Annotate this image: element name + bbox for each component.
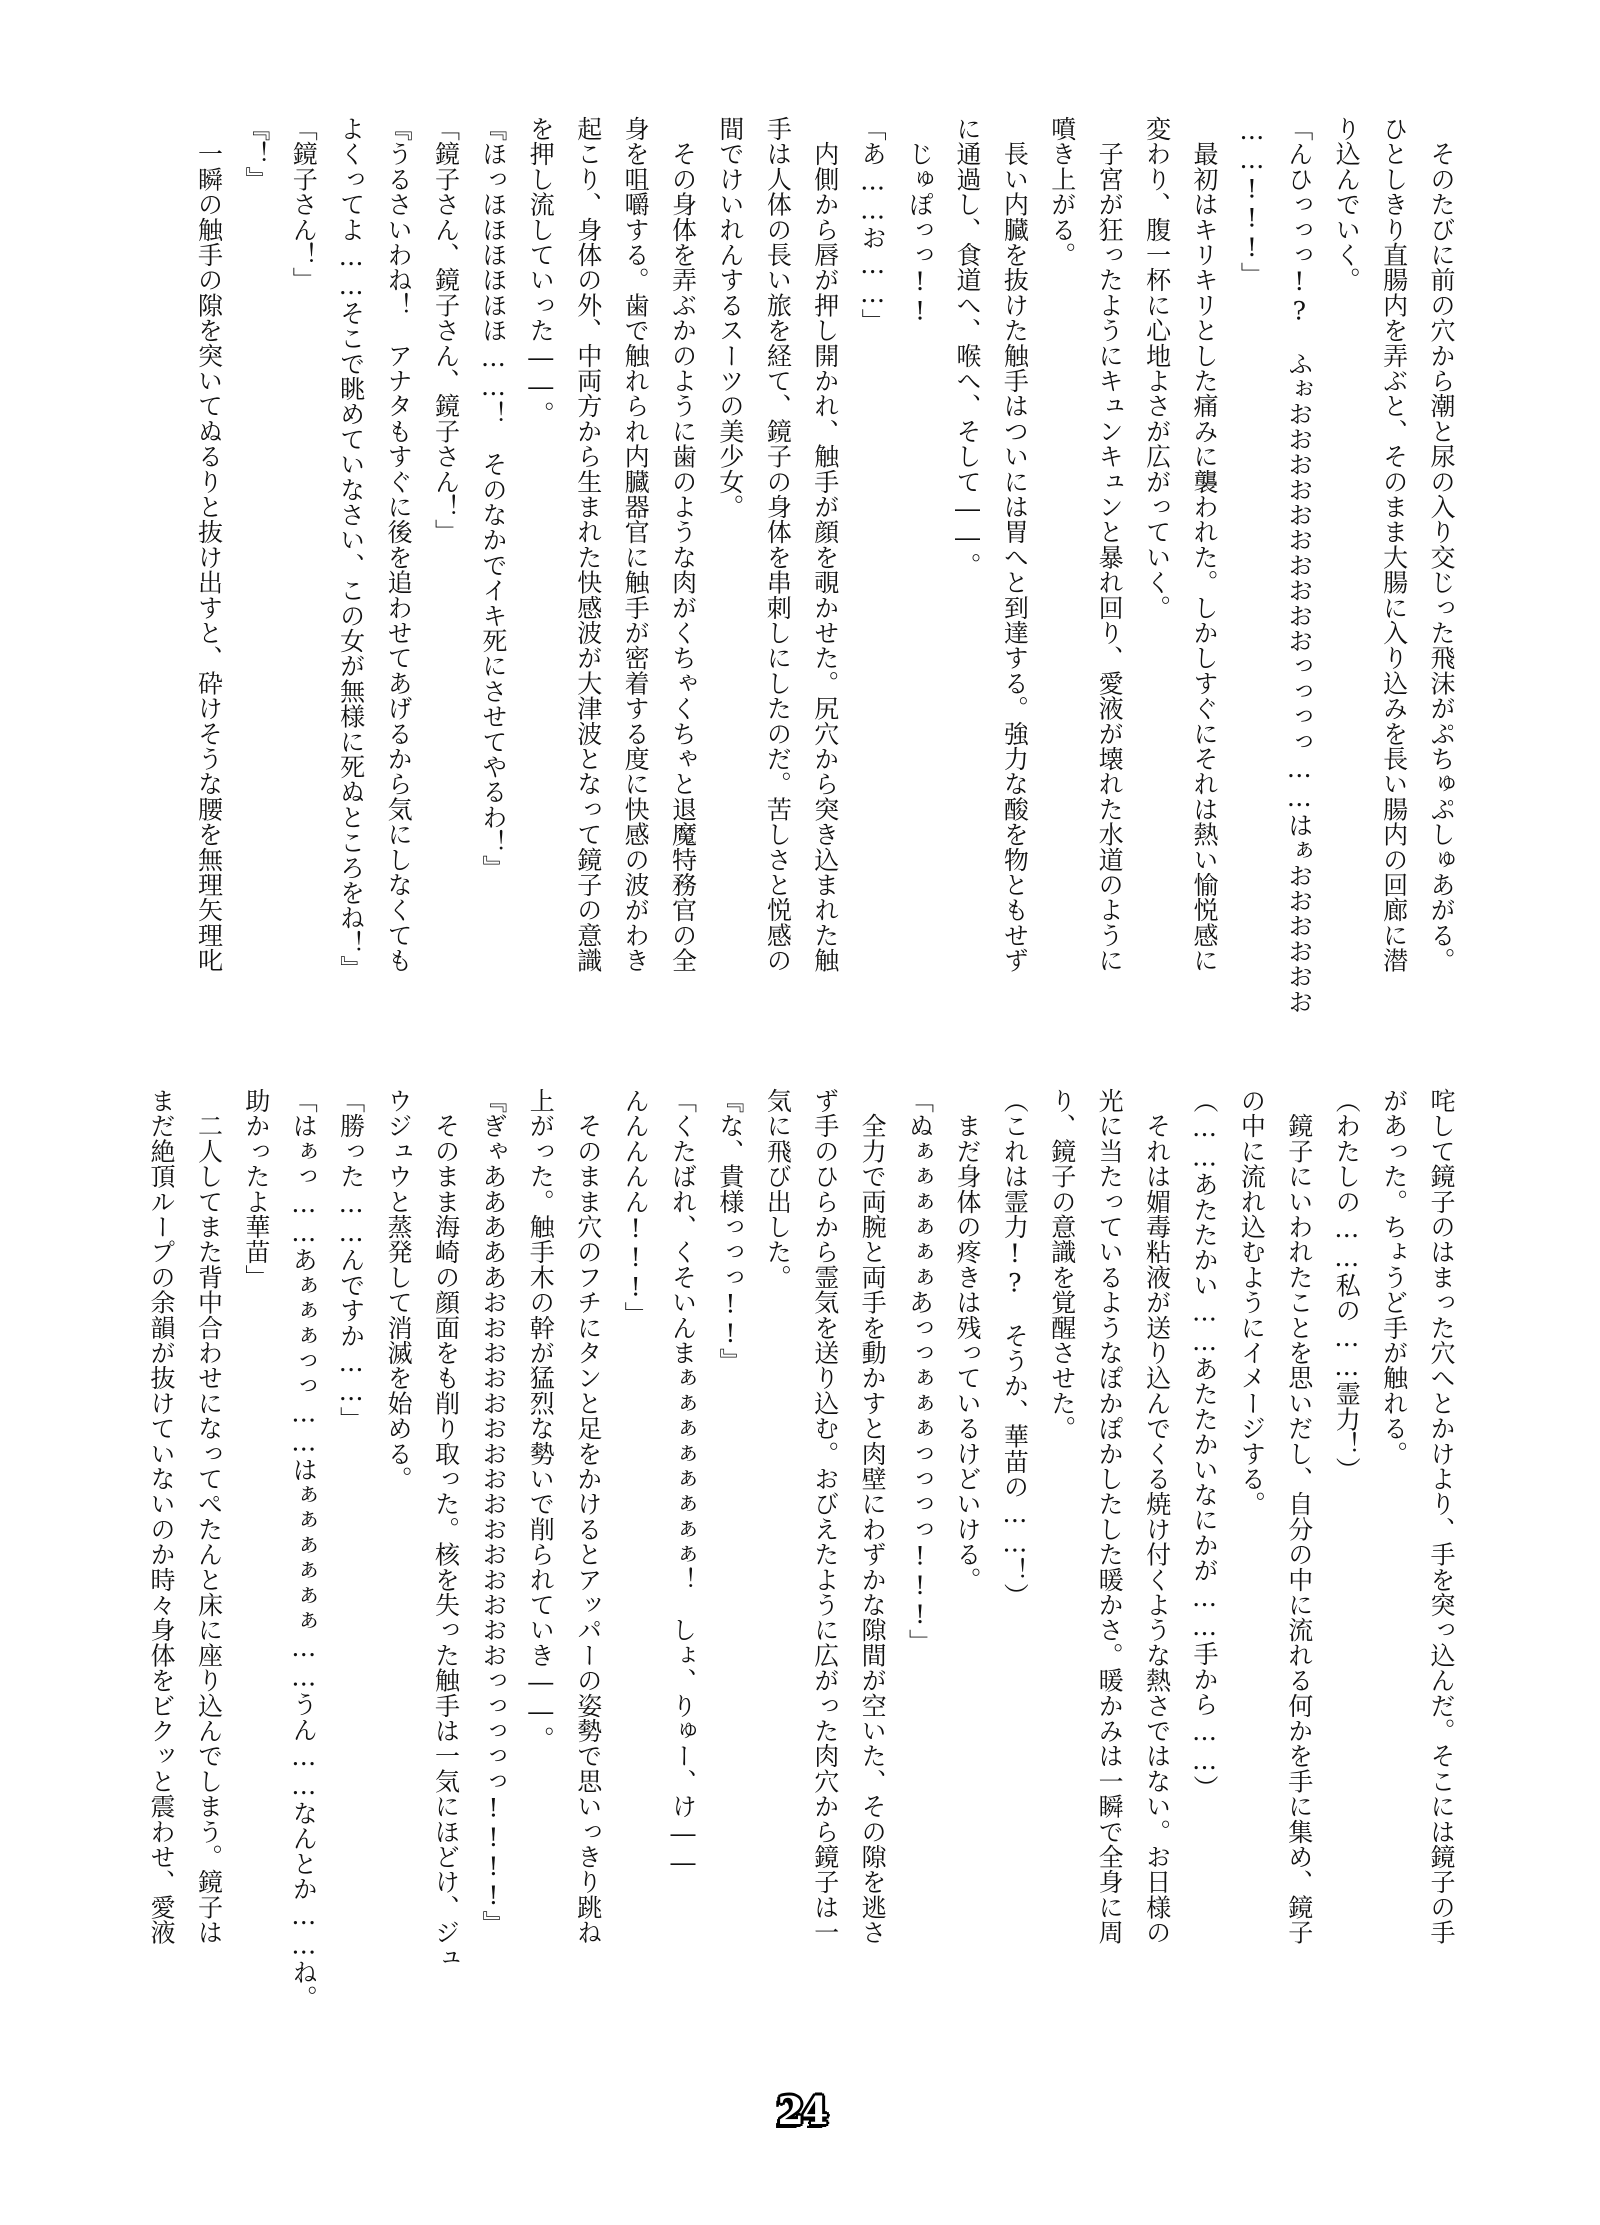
text-column: 手は人体の長い旅を経て、鏡子の身体を串刺しにしたのだ。苦しさと悦感の	[763, 116, 793, 973]
text-column: 『ぎゃあああああおおおおおおおおおおおおおおおっっっっっ!!!!』	[478, 1088, 508, 1936]
text-column: に通過し、食道へ、喉へ、そして――。	[952, 116, 982, 578]
text-column: 最初はキリキリとした痛みに襲われた。しかしすぐにそれは熱い愉悦感に	[1189, 116, 1219, 973]
text-column: を押し流していった――。	[526, 116, 556, 427]
text-column: 起こり、身体の外、中両方から生まれた快感波が大津波となって鏡子の意識	[573, 116, 603, 973]
text-column: 咤して鏡子のはまった穴へとかけより、手を突っ込んだ。そこには鏡子の手	[1427, 1088, 1456, 1945]
text-column: ず手のひらから霊気を送り込む。おびえたように広がった肉穴から鏡子は一	[810, 1088, 840, 1945]
text-column: その身体を弄ぶかのように歯のような肉がくちゃくちゃと退魔特務官の全	[668, 116, 698, 973]
text-column: そのたびに前の穴から潮と尿の入り交じった飛沫がぷちゅぷしゅあがる。	[1427, 116, 1456, 973]
text-column: そのまま海崎の顔面をも削り取った。核を失った触手は一気にほどけ、ジュ	[431, 1088, 461, 1970]
text-column: り、鏡子の意識を覚醒させた。	[1047, 1088, 1077, 1441]
text-column: 鏡子にいわれたことを思いだし、自分の中に流れる何かを手に集め、鏡子	[1284, 1088, 1314, 1945]
text-column: （わたしの……私の……霊力！）	[1332, 1088, 1362, 1482]
text-column: 「勝った……んですか……」	[336, 1088, 366, 1432]
text-column: まだ身体の疼きは残っているけどいける。	[952, 1088, 982, 1592]
text-column: （……あたたかい……あたたかいなにかが……手から……）	[1189, 1088, 1219, 1801]
text-column: ひとしきり直腸内を弄ぶと、そのまま大腸に入り込みを長い腸内の回廊に潜	[1379, 116, 1409, 973]
text-column: 噴き上がる。	[1047, 116, 1077, 268]
text-column: 内側から唇が押し開かれ、触手が顔を覗かせた。尻穴から突き込まれた触	[810, 116, 840, 973]
text-column: （これは霊力!? そうか、華苗の……！）	[1000, 1088, 1030, 1608]
text-column: り込んでいく。	[1332, 116, 1362, 293]
text-column: 上がった。触手木の幹が猛烈な勢いで削られていき――。	[526, 1088, 556, 1752]
text-column: 二人してまた背中合わせになってぺたんと床に座り込んでしまう。鏡子は	[194, 1088, 224, 1945]
text-column: 全力で両腕と両手を動かすと肉壁にわずかな隙間が空いた、その隙を逃さ	[858, 1088, 888, 1945]
text-column: 光に当たっているようなぽかぽかしたした暖かさ。暖かみは一瞬で全身に周	[1095, 1088, 1125, 1945]
text-column: の中に流れ込むようにイメージする。	[1237, 1088, 1267, 1517]
text-column: ……!!!」	[1237, 116, 1267, 288]
text-column: よくってよ……そこで眺めていなさい、この女が無様に死ぬところをね！』	[336, 116, 366, 981]
text-column: 「鏡子さん！」	[289, 116, 319, 293]
text-column: 『うるさいわね！ アナタもすぐに後を追わせてあげるから気にしなくても	[384, 116, 414, 973]
text-column: そのまま穴のフチにタンと足をかけるとアッパーの姿勢で思いっきり跳ね	[573, 1088, 603, 1945]
text-block-top	[137, 116, 1465, 1016]
text-column: じゅぽっっ!!	[905, 116, 935, 326]
text-column: 一瞬の触手の隙を突いてぬるりと抜け出すと、砕けそうな腰を無理矢理叱	[194, 116, 224, 973]
text-column: 身を咀嚼する。歯で触れられ内臓器官に触手が密着する度に快感の波がわき	[621, 116, 651, 973]
text-column: 助かったよ華苗」	[241, 1088, 271, 1290]
text-column: 「はぁっ……あぁぁぁっっ……はぁぁぁぁぁぁ……うん……なんとか……ね。	[289, 1088, 319, 2010]
text-column: 「あ……お……」	[858, 116, 888, 334]
text-column: 『な、貴様っっっ!!』	[715, 1088, 745, 1374]
page-number: 24	[777, 2088, 827, 2133]
text-column: 子宮が狂ったようにキュンキュンと暴れ回り、愛液が壊れた水道のように	[1095, 116, 1125, 973]
text-column: 変わり、腹一杯に心地よさが広がっていく。	[1142, 116, 1172, 620]
text-column: それは媚毒粘液が送り込んでくる焼け付くような熱さではない。お日様の	[1142, 1088, 1172, 1945]
text-column: 「ぬぁぁぁぁぁぁあっっぁぁぁっっっっ!!!」	[905, 1088, 935, 1655]
text-column: 長い内臓を抜けた触手はついには胃へと到達する。強力な酸を物ともせず	[1000, 116, 1030, 973]
text-column: 『！』	[241, 116, 271, 192]
text-column: 「くたばれ、くそいんまぁぁぁぁぁぁぁぁ！ しょ、りゅー、け――	[668, 1088, 698, 1878]
text-column: 気に飛び出した。	[763, 1088, 793, 1290]
text-column: 『ほっほほほほほほ……！ そのなかでイキ死にさせてやるわ！』	[478, 116, 508, 880]
text-column: んんんんん!!!」	[621, 1088, 651, 1327]
text-column: があった。ちょうど手が触れる。	[1379, 1088, 1409, 1466]
text-column: 「鏡子さん、鏡子さん、鏡子さん！」	[431, 116, 461, 545]
text-column: まだ絶頂ループの余韻が抜けていないのか時々身体をビクッと震わせ、愛液	[147, 1088, 177, 1945]
text-column: ウジュウと蒸発して消滅を始める。	[384, 1088, 414, 1492]
text-column: 間でけいれんするスーツの美少女。	[715, 116, 745, 520]
text-column: 「んひっっっ!? ふぉおおおおおおおおおおっっっっ……はぁおおおおおお	[1284, 116, 1314, 1014]
text-block-bottom	[137, 1088, 1465, 2010]
